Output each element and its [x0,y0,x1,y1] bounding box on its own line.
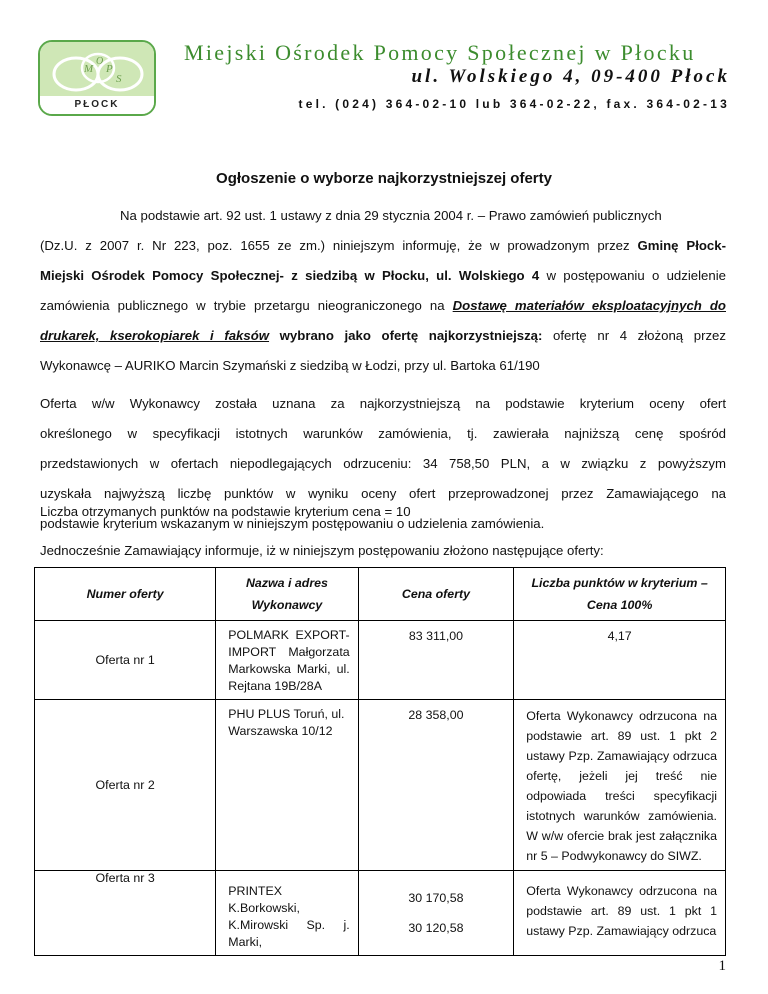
offer-contractor: POLMARK EXPORT-IMPORT Małgorzata Markowska Marki, ul. Rejtana 19B/28A [216,621,358,700]
points-statement: Liczba otrzymanych punktów na podstawie kryterium cena = 10 [40,504,411,519]
offers-table [34,567,726,956]
logo-hands-icon [46,46,150,98]
offer-number: Oferta nr 2 [35,700,216,871]
offers-intro: Jednocześnie Zamawiający informuje, iż w niniejszym postępowaniu złożono następujące oferty: [40,543,604,558]
paragraph-1-line-4: zamówienia publicznego w trybie przetargu nieograniczonego na Dostawę materiałów eksploatacyjnych do [40,298,726,313]
offer-contractor: PRINTEX K.Borkowski, K.Mirowski Sp. j. Marki, [216,871,358,956]
paragraph-2-line-5: podstawie kryterium wskazanym w niniejszym postępowaniu o udzielenia zamówienia. [40,516,545,531]
svg-text:O: O [96,56,104,67]
table-row [35,700,726,871]
paragraph-2-line-3: przedstawionych w ofertach niepodlegających odrzuceniu: 34 758,50 PLN, a w związku z powyższym [40,456,726,471]
table-header-row [35,568,726,621]
offer-contractor: PHU PLUS Toruń, ul. Warszawska 10/12 [216,700,358,871]
header-offer-number: Numer oferty [35,568,216,621]
logo [38,40,156,116]
svg-text:S: S [116,73,122,85]
svg-text:P: P [106,63,113,75]
offer-number: Oferta nr 1 [35,621,216,700]
paragraph-1-line-3: Miejski Ośrodek Pomocy Społecznej- z siedzibą w Płocku, ul. Wolskiego 4 w postępowaniu o udzielenie [40,268,726,283]
paragraph-1-line-2: (Dz.U. z 2007 r. Nr 223, poz. 1655 ze zm.) niniejszym informuję, że w prowadzonym przez Gminę Płock- [40,238,726,253]
offer-price: 30 170,58 30 120,58 [358,871,514,956]
paragraph-2-line-4: uzyskała najwyższą liczbę punktów w wyniku oceny ofert przeprowadzonej przez Zamawiającego na [40,486,726,501]
organization-phones: tel. (024) 364-02-10 lub 364-02-22, fax. 364-02-13 [298,97,730,111]
header-price: Cena oferty [358,568,514,621]
paragraph-1-line-1: Na podstawie art. 92 ust. 1 ustawy z dnia 29 stycznia 2004 r. – Prawo zamówień publicznych [120,208,662,223]
paragraph-2-line-2: określonego w specyfikacji istotnych warunków zamówienia, tj. zawierała najniższą cenę spośród [40,426,726,441]
offer-price: 83 311,00 [358,621,514,700]
table-row [35,871,726,956]
offer-points: 4,17 [514,621,726,700]
page-number: 1 [718,958,726,974]
svg-text:M: M [84,63,94,75]
header-points: Liczba punktów w kryterium – Cena 100% [514,568,726,621]
table-row [35,621,726,700]
paragraph-1-line-5: drukarek, kserokopiarek i faksów wybrano jako ofertę najkorzystniejszą: ofertę nr 4 złożoną przez [40,328,726,343]
organization-address: ul. Wolskiego 4, 09-400 Płock [411,66,730,87]
header-contractor: Nazwa i adres Wykonawcy [216,568,358,621]
paragraph-1-line-6: Wykonawcę – AURIKO Marcin Szymański z siedzibą w Łodzi, przy ul. Bartoka 61/190 [40,358,540,373]
offer-points: Oferta Wykonawcy odrzucona na podstawie art. 89 ust. 1 pkt 1 ustawy Pzp. Zamawiający odrzuca [514,871,726,956]
offer-price: 28 358,00 [358,700,514,871]
logo-city-label: PŁOCK [40,96,154,114]
offer-points: Oferta Wykonawcy odrzucona na podstawie art. 89 ust. 1 pkt 2 ustawy Pzp. Zamawiający odrzuca ofertę, jeżeli jej treść nie odpowiada treści specyfikacji istotnych warunków zamówienia. W w/w ofercie brak jest załącznika nr 5 – Podwykonawcy do SIWZ. [514,700,726,871]
offer-number: Oferta nr 3 [35,871,216,956]
paragraph-2-line-1: Oferta w/w Wykonawcy została uznana za najkorzystniejszą na podstawie kryterium oceny ofert [40,396,726,411]
organization-name: Miejski Ośrodek Pomocy Społecznej w Płocku [184,40,696,65]
document-title: Ogłoszenie o wyborze najkorzystniejszej oferty [216,170,552,187]
